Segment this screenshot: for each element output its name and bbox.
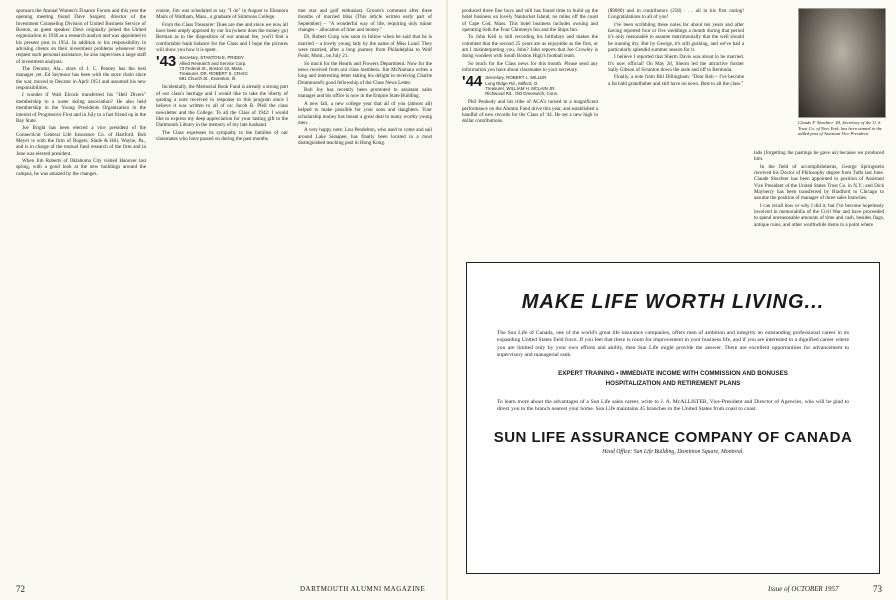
paragraph: A very happy note: Lou Pendelton, who used to come and sail around Lake Sunapee, has finally been located in a most distinguished teaching post in Hong Kong. xyxy=(298,127,432,146)
right-column-1 xyxy=(462,8,598,258)
sun-life-advertisement xyxy=(466,262,880,574)
paragraph: mer star and golf enthusiast. Groom's comment after three months of married bliss (This article written early part of September) – "A wonderful way of life, requiring only minor changes – allocation of time and money." xyxy=(298,8,432,34)
paragraph: In the field of accomplishments, George Springstein received his Doctor of Philosophy degree from Tufts last June. Claude Shuchter has been appointed to position of Assistant Vice President of the United States Trust Co. in N.Y.; and Dick Mayberry has been transferred by Bradford to Chicago to assume the position of manager of three sales branches. xyxy=(754,163,884,202)
class-heading-44 xyxy=(462,75,598,96)
right-column-3 xyxy=(754,150,884,258)
secretary-name: STANTON E. PRIDDY xyxy=(200,55,244,61)
portrait-photo xyxy=(798,8,886,118)
paragraph: I wonder if Walt Elcock transferred his "Hell Divers" membership to a water skiing association? He also held membership in the Young Presidents Organization in the interest of Progressive First and in July to a fast friend up in the Bay State. xyxy=(16,92,146,124)
paragraph: When Jim Roberts of Oklahoma City visited Hanover last spring, with a good look at the new buildings around the campus, he was amazed by the changes. xyxy=(16,157,146,177)
left-column-3 xyxy=(298,8,432,580)
paragraph: I can recall how or why I did it, but I've become hopelessly involved in memorabilia of the Civil War and have proceeded to spend unreasonable amounts of time and cash, besides flags, antique ruins, and other worthwhile items to a point where xyxy=(754,202,884,228)
ad-headline: MAKE LIFE WORTH LIVING... xyxy=(521,291,825,313)
class-year: '43 xyxy=(156,53,177,71)
paragraph: Dr. Robert Craig was soon to follow when he said that he is married – a lovely young lady by the name of Miss Lund. They were married, after a long journey from Philadelphia to Wolf Point, Mont., on July 21. xyxy=(298,34,432,60)
paragraph: I believe I reported that Sherm Davis was about to be married. It's now official! On May 20, Sherm led the attractive former Sally Gibson of Scranton down the aisle and off to Bermuda. xyxy=(608,54,744,74)
paragraph: Joe Bright has been elected a vice president of the Connecticut General Life Insurance Co. of Hartford. Bob Meyer is with the firm of Rogers, Slade & Hill, Wayne, Pa., and is in charge of the mutual fund research of the firm and in June was elected president. xyxy=(16,125,146,157)
page-number-left: 72 xyxy=(16,584,25,594)
paragraph: A new fall, a new college year that all of you (almost all) helped to make possible for your sons and daughters. Your scholarship money has meant a great deal to many worthy young men. xyxy=(298,100,432,126)
issue-label: Issue of OCTOBER 1957 xyxy=(768,585,839,593)
paragraph: The Class expresses its sympathy to the families of our classmates who have passed on during the past months. xyxy=(156,129,288,143)
magazine-title: DARTMOUTH ALUMNI MAGAZINE xyxy=(300,585,426,593)
paragraph: lads (forgetting the pastings he gave us) because we produced him. xyxy=(754,150,884,163)
class-heading-43 xyxy=(156,55,288,81)
paragraph: To John Keil is still recording his birthdays and makes the comment that the second 25 years are as enjoyable as the first, or am I misinterpreting you, John? John reports that Joe Crowley is doing wonders with South Boston High's football team. xyxy=(462,34,598,60)
ad-contact: To learn more about the advantages of a Sun Life sales career, write to J. A. McALLISTER, Vice-President and Director of Agencies, who will be glad to direct you to the branch nearest your home. Sun Life maintains 45 branches in the United States from coast to coast. xyxy=(497,398,849,413)
paragraph: From the Class Treasurer: Dues are due and since we now all have been amply apprised by our Ira (where does the money go) Berman as to the disposition of our annual fee, you'll find a comfortable bank balance for the Class and I hope the pictures will show you how it is spent. xyxy=(156,21,288,54)
paragraph: Bob Joy has recently been promoted to assistant sales manager and his office is now in the Empire State Building. xyxy=(298,87,432,100)
page-number-right: 73 xyxy=(873,584,882,594)
class-officers: Secretary, STANTON E. PRIDDY Allied Research and Service Corp. 73 Federal St., Boston 10, Mass. Treasurer, DR. ROBERT S. CRAIG 691 Church St., Evanston, Ill. xyxy=(179,55,248,82)
treasurer-name: Treasurer, DR. ROBERT S. CRAIG xyxy=(179,71,248,77)
paragraph: So much for the Hearts and Flowers Department. Now for the news received from our class members. Jim McNamara writes a long and interesting letter stating his delight in receiving Charlie Drummond's good fellowship of the Class News Letter. xyxy=(298,60,432,86)
ad-features: EXPERT TRAINING • IMMEDIATE INCOME WITH COMMISSION AND BONUSES HOSPITALIZATION AND RETIREMENT PLANS xyxy=(558,369,788,387)
right-column-2 xyxy=(608,8,744,258)
paragraph: Phil Peabody and his tribe of ACA's turned in a magnificent performance on the Alumni Fund drive this year, and established a handful of new records for the Class of '44. He set a new high in dollar contributions. xyxy=(462,99,598,125)
left-column-2 xyxy=(156,8,288,580)
secretary-name: ROBERT L. MILLER xyxy=(506,75,547,81)
left-column-1 xyxy=(16,8,146,580)
paragraph: ($9080) and in contributors (258) . . . all in his first outing! Congratulations to all of you! xyxy=(608,8,744,21)
paragraph: course, Jim was scheduled to say "I do" in August to Eleanora Mairs of Waltham, Mass., a graduate of Simmons College. xyxy=(156,8,288,21)
ad-body: The Sun Life of Canada, one of the world's great life insurance companies, offers men of ambition and integrity an outstanding professional career in its expanding United States field force. If you feel that there is room for improvement in your business life, and if you are interested in a dignified career where you are limited only by your own efforts and ability, then Sun Life might provide the answer. There are excellent opportunities for advancement to supervisory and managerial rank. xyxy=(497,330,849,359)
class-year: '44 xyxy=(462,73,483,91)
ad-company-name: SUN LIFE ASSURANCE COMPANY OF CANADA xyxy=(493,429,853,447)
paragraph: The Decatur, Ala., store of J. C. Penney has the best manager yet. Ed Seymour has been with the store chain since the war, moved to Decatur in April 1951 and assumed his new responsibilities. xyxy=(16,66,146,92)
paragraph: Incidentally, the Memorial Book Fund is already a strong part of our class's heritage and I would like to take the liberty of quoting a note received in response to this program since I believe it was written to all of us: Jacob B. Pfeil the class newsletter and the College. To all the Class of 1942: I would like to express my deep appreciation for your lasting gift to the Dartmouth Library in the memory of my late husband. xyxy=(156,84,288,129)
treasurer-name: Treasurer, WILLIAM H. MCLAIN JR. xyxy=(485,85,556,91)
paragraph: sponsors the Annual Women's Finance Forum and this year the opening meeting found Dave Sargent, director of the Investment Counseling Division of United Business Service of Boston, as guest speaker. Dave originally joined the United organization in 1936 as a research analyst and was appointed to his present post in 1954. In addition to his responsibility in advising clients on their investment problems whenever they request such personal assistance, he also supervises a large staff of investment analysts. xyxy=(16,8,146,65)
paragraph: So much for the Class news for this month. Please send any information you have about classmates to your secretary. xyxy=(462,60,598,74)
photo-caption: Claude F. Shuchter '44, Secretary of the U. S. Trust Co. of New York, has been named to the added post of Assistant Vice President. xyxy=(798,120,882,137)
right-page xyxy=(448,0,896,600)
paragraph: Finally, a note from Bill Dillingham: "Dear Bob – I've become a fat bald grandfather and still have no news. Best to all the class." xyxy=(608,74,744,87)
ad-head-office: Head Office: Sun Life Building, Dominion Square, Montreal. xyxy=(602,449,744,456)
paragraph: produced three fine boys and still has found time to build up the hotel business on lovely Nantucket Island, no miles off the coast of Cape Cod, Mass. This hotel business includes owning and operating both the Four Chimneys Inn and the Ships Inn. xyxy=(462,8,598,34)
paragraph: I've been scribbling these notes for about ten years and after having reported four or five weddings a month during that period it's only reasonable to assume matrimonially that the well should be running dry. But by George, it's still gushing, and we've had a particularly splendid summer season for it. xyxy=(608,21,744,54)
class-officers: Secretary, ROBERT L. MILLER Long Ridge Rd., Milford, O. Treasurer, WILLIAM H. MCLAIN JR. Richwood Rd., Old Greenwich, Conn. xyxy=(485,75,559,97)
